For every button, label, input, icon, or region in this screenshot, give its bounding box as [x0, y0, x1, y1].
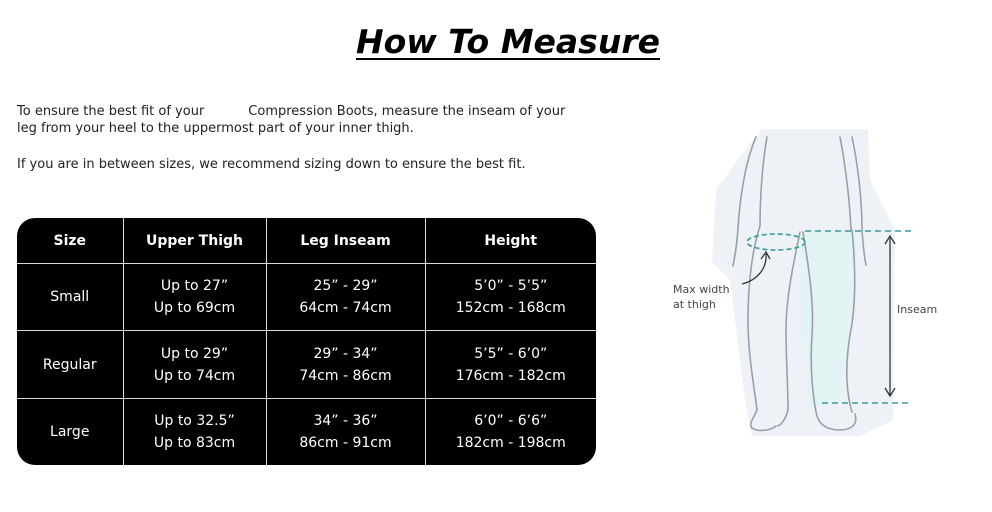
table-row	[17, 331, 596, 398]
cell-size: Regular	[17, 331, 123, 398]
thigh-label-line2: at thigh	[673, 298, 716, 311]
intro-line1-part1: To ensure the best fit of your	[17, 104, 205, 119]
cell-leg-inseam	[266, 264, 425, 331]
thigh-cm: Up to 69cm	[153, 300, 236, 317]
thigh-inches: Up to 27”	[160, 278, 229, 295]
inseam-cm: 64cm - 74cm	[299, 300, 392, 317]
thigh-cm: Up to 83cm	[153, 434, 236, 451]
thigh-inches: Up to 29”	[160, 345, 229, 362]
cell-upper-thigh	[123, 331, 266, 398]
height-feet: 5’5” - 6’0”	[474, 345, 548, 362]
inseam-inches: 34” - 36”	[313, 412, 378, 429]
intro-paragraph	[17, 103, 617, 137]
cell-leg-inseam	[266, 331, 425, 398]
cell-height	[425, 398, 596, 465]
height-feet: 5’0” - 5’5”	[474, 278, 548, 295]
thigh-cm: Up to 74cm	[153, 367, 236, 384]
cell-upper-thigh	[123, 264, 266, 331]
table-row	[17, 264, 596, 331]
cell-upper-thigh	[123, 398, 266, 465]
inseam-inches: 29” - 34”	[313, 345, 378, 362]
height-cm: 182cm - 198cm	[455, 434, 566, 451]
intro-line2: leg from your heel to the uppermost part of your inner thigh.	[17, 121, 414, 136]
header-height: Height	[425, 218, 596, 264]
intro-line1-part2: Compression Boots, measure the inseam of your	[248, 104, 566, 119]
cell-leg-inseam	[266, 398, 425, 465]
page-title: How To Measure	[356, 22, 660, 61]
thigh-inches: Up to 32.5”	[154, 412, 235, 429]
sizing-note: If you are in between sizes, we recommend sizing down to ensure the best fit.	[17, 157, 526, 172]
inseam-label: Inseam	[897, 303, 938, 316]
size-chart-table	[17, 218, 596, 465]
header-upper-thigh: Upper Thigh	[123, 218, 266, 264]
cell-height	[425, 331, 596, 398]
measurement-diagram	[665, 120, 955, 450]
cell-size: Large	[17, 398, 123, 465]
thigh-label-line1: Max width	[673, 283, 730, 296]
height-cm: 176cm - 182cm	[455, 367, 566, 384]
inseam-cm: 74cm - 86cm	[299, 367, 392, 384]
cell-size: Small	[17, 264, 123, 331]
header-leg-inseam: Leg Inseam	[266, 218, 425, 264]
table-row	[17, 398, 596, 465]
height-feet: 6’0” - 6’6”	[474, 412, 548, 429]
intro-text	[17, 103, 617, 173]
cell-height	[425, 264, 596, 331]
table-header-row	[17, 218, 596, 264]
inseam-cm: 86cm - 91cm	[299, 434, 392, 451]
inseam-inches: 25” - 29”	[313, 278, 378, 295]
header-size: Size	[17, 218, 123, 264]
height-cm: 152cm - 168cm	[455, 300, 566, 317]
